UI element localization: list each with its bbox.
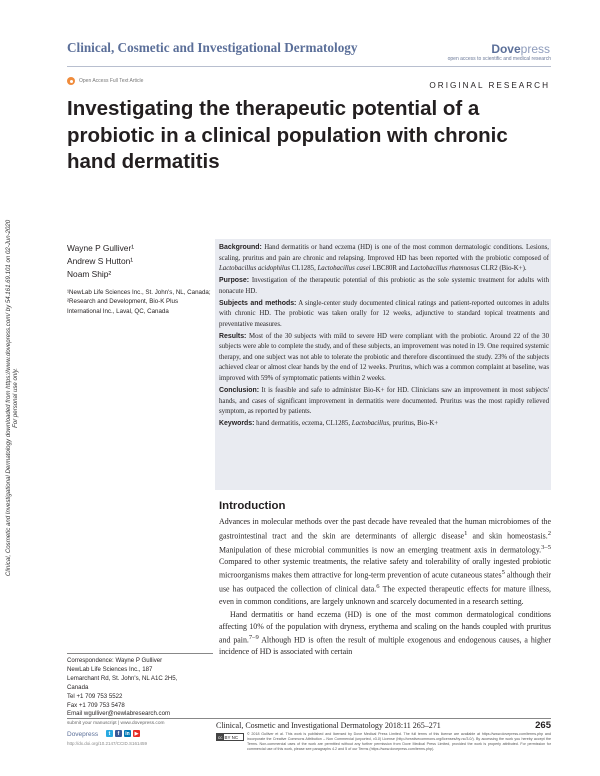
download-watermark — [6, 18, 18, 776]
cc-badge-left: cc — [218, 734, 223, 740]
body-text: Manipulation of these microbial communities is now an emerging treatment axis in dermatology. — [219, 545, 542, 555]
affiliations: ¹NewLab Life Sciences Inc., St. John's, NL, Canada; ²Research and Development, Bio-K Plus International Inc., Laval, QC, Canada — [67, 289, 211, 315]
abstract-text: Hand dermatitis or hand eczema (HD) is one of the most common dermatologic conditions. Lesions, scaling, pruritus and pain are chronic and relapsing. Improved HD has been reported with the probiotic composed of — [219, 244, 549, 262]
abstract-label: Subjects and methods: — [219, 299, 297, 307]
open-access-label: Open Access Full Text Article — [79, 78, 144, 84]
social-icons — [106, 730, 140, 737]
journal-citation: Clinical, Cosmetic and Investigational Dermatology 2018:11 265–271 — [216, 721, 441, 730]
publisher-logo-light: press — [520, 42, 550, 56]
citation-ref[interactable]: 1 — [464, 529, 468, 537]
body-text: Hand dermatitis or hand eczema (HD) is one of the most common dermatological conditions affecting 10% of the population with dryness, erythema and scaling on the hands coupled with pruritus and pain. — [219, 610, 551, 645]
abstract-text: Most of the 30 subjects with mild to severe HD were compliant with the probiotic. Around 22 of the 30 subjects were able to complete the study, and of these subjects, an improvement was noted in 19. One required systemic therapy, and one subject was not able to tolerate the probiotic and therefore discontinued the study. 23% of the subjects achieved clear or almost clear hands by the end of 12 weeks. Pruritus, which was a common complaint at baseline, was improved with 59% of symptomatic patients within 2 weeks. — [219, 332, 549, 383]
species-name: Lactobacillus rhamnosus — [410, 265, 480, 273]
abstract-results-para — [219, 332, 549, 385]
citation-ref[interactable]: 2 — [547, 529, 552, 537]
body-text: The expected therapeutic effects for mature illness, even in common conditions, are largely unknown and scarcely documented in a research setting. — [219, 585, 551, 606]
linkedin-icon[interactable]: in — [125, 730, 130, 737]
header-divider — [67, 66, 551, 67]
introduction-body — [219, 516, 551, 660]
abstract-text: CLR2 (Bio-K+). — [479, 265, 527, 273]
body-text: Although HD is often the result of multiple exogenous and endogenous causes, a higher incidence of HD is associated with certain — [219, 635, 551, 657]
open-access-row — [67, 76, 143, 86]
author: Andrew S Hutton¹ — [67, 256, 134, 266]
citation-ref[interactable]: 5 — [501, 569, 505, 577]
author-list — [67, 242, 134, 281]
section-heading-introduction: Introduction — [219, 500, 286, 512]
citation-ref[interactable]: 7–9 — [248, 634, 259, 641]
abstract-keywords-para — [219, 419, 549, 430]
abstract-text: A single-center study documented clinical ratings and patient-reported outcomes in adults with chronic HD. The probiotic was taken orally for 12 weeks, adjunctive to standard topical treatments and preventative measures. — [219, 299, 549, 328]
abstract-label: Conclusion: — [219, 386, 260, 394]
page-number: 265 — [535, 720, 551, 731]
download-watermark-line2: For personal use only. — [11, 368, 19, 428]
footer-divider — [67, 718, 551, 719]
citation-ref[interactable]: 6 — [376, 583, 380, 591]
abstract-background-para — [219, 243, 549, 275]
article-type: ORIGINAL RESEARCH — [429, 81, 550, 90]
body-paragraph — [219, 609, 551, 658]
twitter-icon[interactable]: t — [106, 730, 113, 737]
abstract-text: CL1285, — [289, 265, 318, 273]
facebook-icon[interactable]: f — [115, 730, 122, 737]
body-paragraph — [219, 516, 551, 607]
abstract-label: Background: — [219, 244, 262, 251]
abstract-text: Investigation of the therapeutic potential of this probiotic as the sole systemic treatment for adults with nonacute HD. — [219, 277, 549, 295]
body-text: Advances in molecular methods over the past decade have revealed that the human microbiomes of the gastrointestinal tract and the skin are determinants of allergic disease — [219, 517, 551, 541]
abstract-methods-para — [219, 299, 549, 331]
submit-manuscript-link[interactable]: submit your manuscript | www.dovepress.com — [67, 721, 165, 726]
open-access-icon — [67, 77, 75, 85]
correspondence-line: Fax +1 709 753 5478 — [67, 701, 125, 709]
footer-logo[interactable]: Dovepress — [67, 731, 99, 738]
body-text: Compared to other systemic treatments, the relative safety and tolerability of orally ingested probiotic microorganisms makes them attractive for long-term prevention of acute cutaneous states — [219, 556, 551, 580]
abstract-label: Keywords: — [219, 419, 255, 427]
citation-ref[interactable]: 3–5 — [541, 543, 551, 551]
publisher-tagline: open access to scientific and medical research — [447, 56, 551, 62]
cc-badge-right: BY NC — [224, 734, 239, 740]
abstract-text: hand dermatitis, eczema, CL1285, — [254, 419, 352, 427]
correspondence-email[interactable]: Email wgulliver@newlabresearch.com — [67, 710, 171, 718]
correspondence-line: Correspondence: Wayne P Gulliver — [67, 657, 163, 664]
journal-title[interactable]: Clinical, Cosmetic and Investigational Dermatology — [67, 40, 358, 55]
abstract-label: Purpose: — [219, 277, 250, 285]
correspondence-line: NewLab Life Sciences Inc., 187 — [67, 665, 153, 673]
creative-commons-badge[interactable] — [216, 733, 244, 741]
body-text: and skin homeostasis. — [467, 531, 548, 541]
article-title: Investigating the therapeutic potential of a probiotic in a clinical population with chronic hand dermatitis — [67, 97, 508, 173]
abstract-conclusion-para — [219, 386, 549, 418]
species-name: Lactobacillus acidophilus — [219, 265, 290, 273]
species-name: Lactobacillus casei — [317, 265, 371, 273]
doi-link[interactable]: http://dx.doi.org/10.2147/CCID.S161459 — [67, 741, 148, 746]
publisher-logo-strong: Dove — [491, 42, 521, 56]
correspondence-block — [67, 657, 213, 719]
author: Wayne P Gulliver¹ — [67, 243, 135, 253]
correspondence-line: Lemarchant Rd, St. John's, NL A1C 2H5, — [67, 674, 178, 682]
license-text: © 2018 Gulliver et al. This work is published and licensed by Dove Medical Press Limited. The full terms of this license are available at https://www.dovepress.com/terms.php and incorporate the Creative Commons Attribution – Non Commercial (unported, v3.0) License (http://creativecommons.org/licenses/by-nc/3.0/). By accessing the work you hereby accept the Terms. Non-commercial uses of the work are permitted without any further permission from Dove Medical Press Limited, provided the work is properly attributed. For permission for commercial use of this work, please see paragraphs 4.2 and 5 of our Terms (https://www.dovepress.com/terms.php). — [247, 732, 551, 752]
youtube-icon[interactable]: ▶ — [134, 730, 139, 737]
correspondence-divider — [67, 653, 213, 654]
download-watermark-line1: Clinical, Cosmetic and Investigational Dermatology downloaded from https://www.dovepress.com/ by 54.161.69.101 on 02-Jun-2020 — [5, 219, 12, 577]
author: Noam Ship² — [67, 269, 112, 279]
abstract — [219, 243, 549, 431]
abstract-text: It is feasible and safe to administer Bio-K+ for HD. Clinicians saw an improvement in most subjects' hands, and cases of significant improvement in dermatitis were documented. Pruritus was the most rapidly relieved symptom, as reported by patients. — [219, 386, 549, 416]
body-text: although their use has outpaced the collection of clinical data. — [219, 570, 551, 594]
abstract-label: Results: — [219, 332, 247, 340]
abstract-purpose-para — [219, 276, 549, 297]
abstract-text: LBC80R and — [370, 265, 411, 273]
correspondence-line: Tel +1 709 753 5522 — [67, 692, 123, 700]
abstract-text: , pruritus, Bio-K+ — [389, 419, 439, 427]
species-name: Lactobacillus — [351, 419, 390, 427]
correspondence-line: Canada — [67, 683, 89, 691]
